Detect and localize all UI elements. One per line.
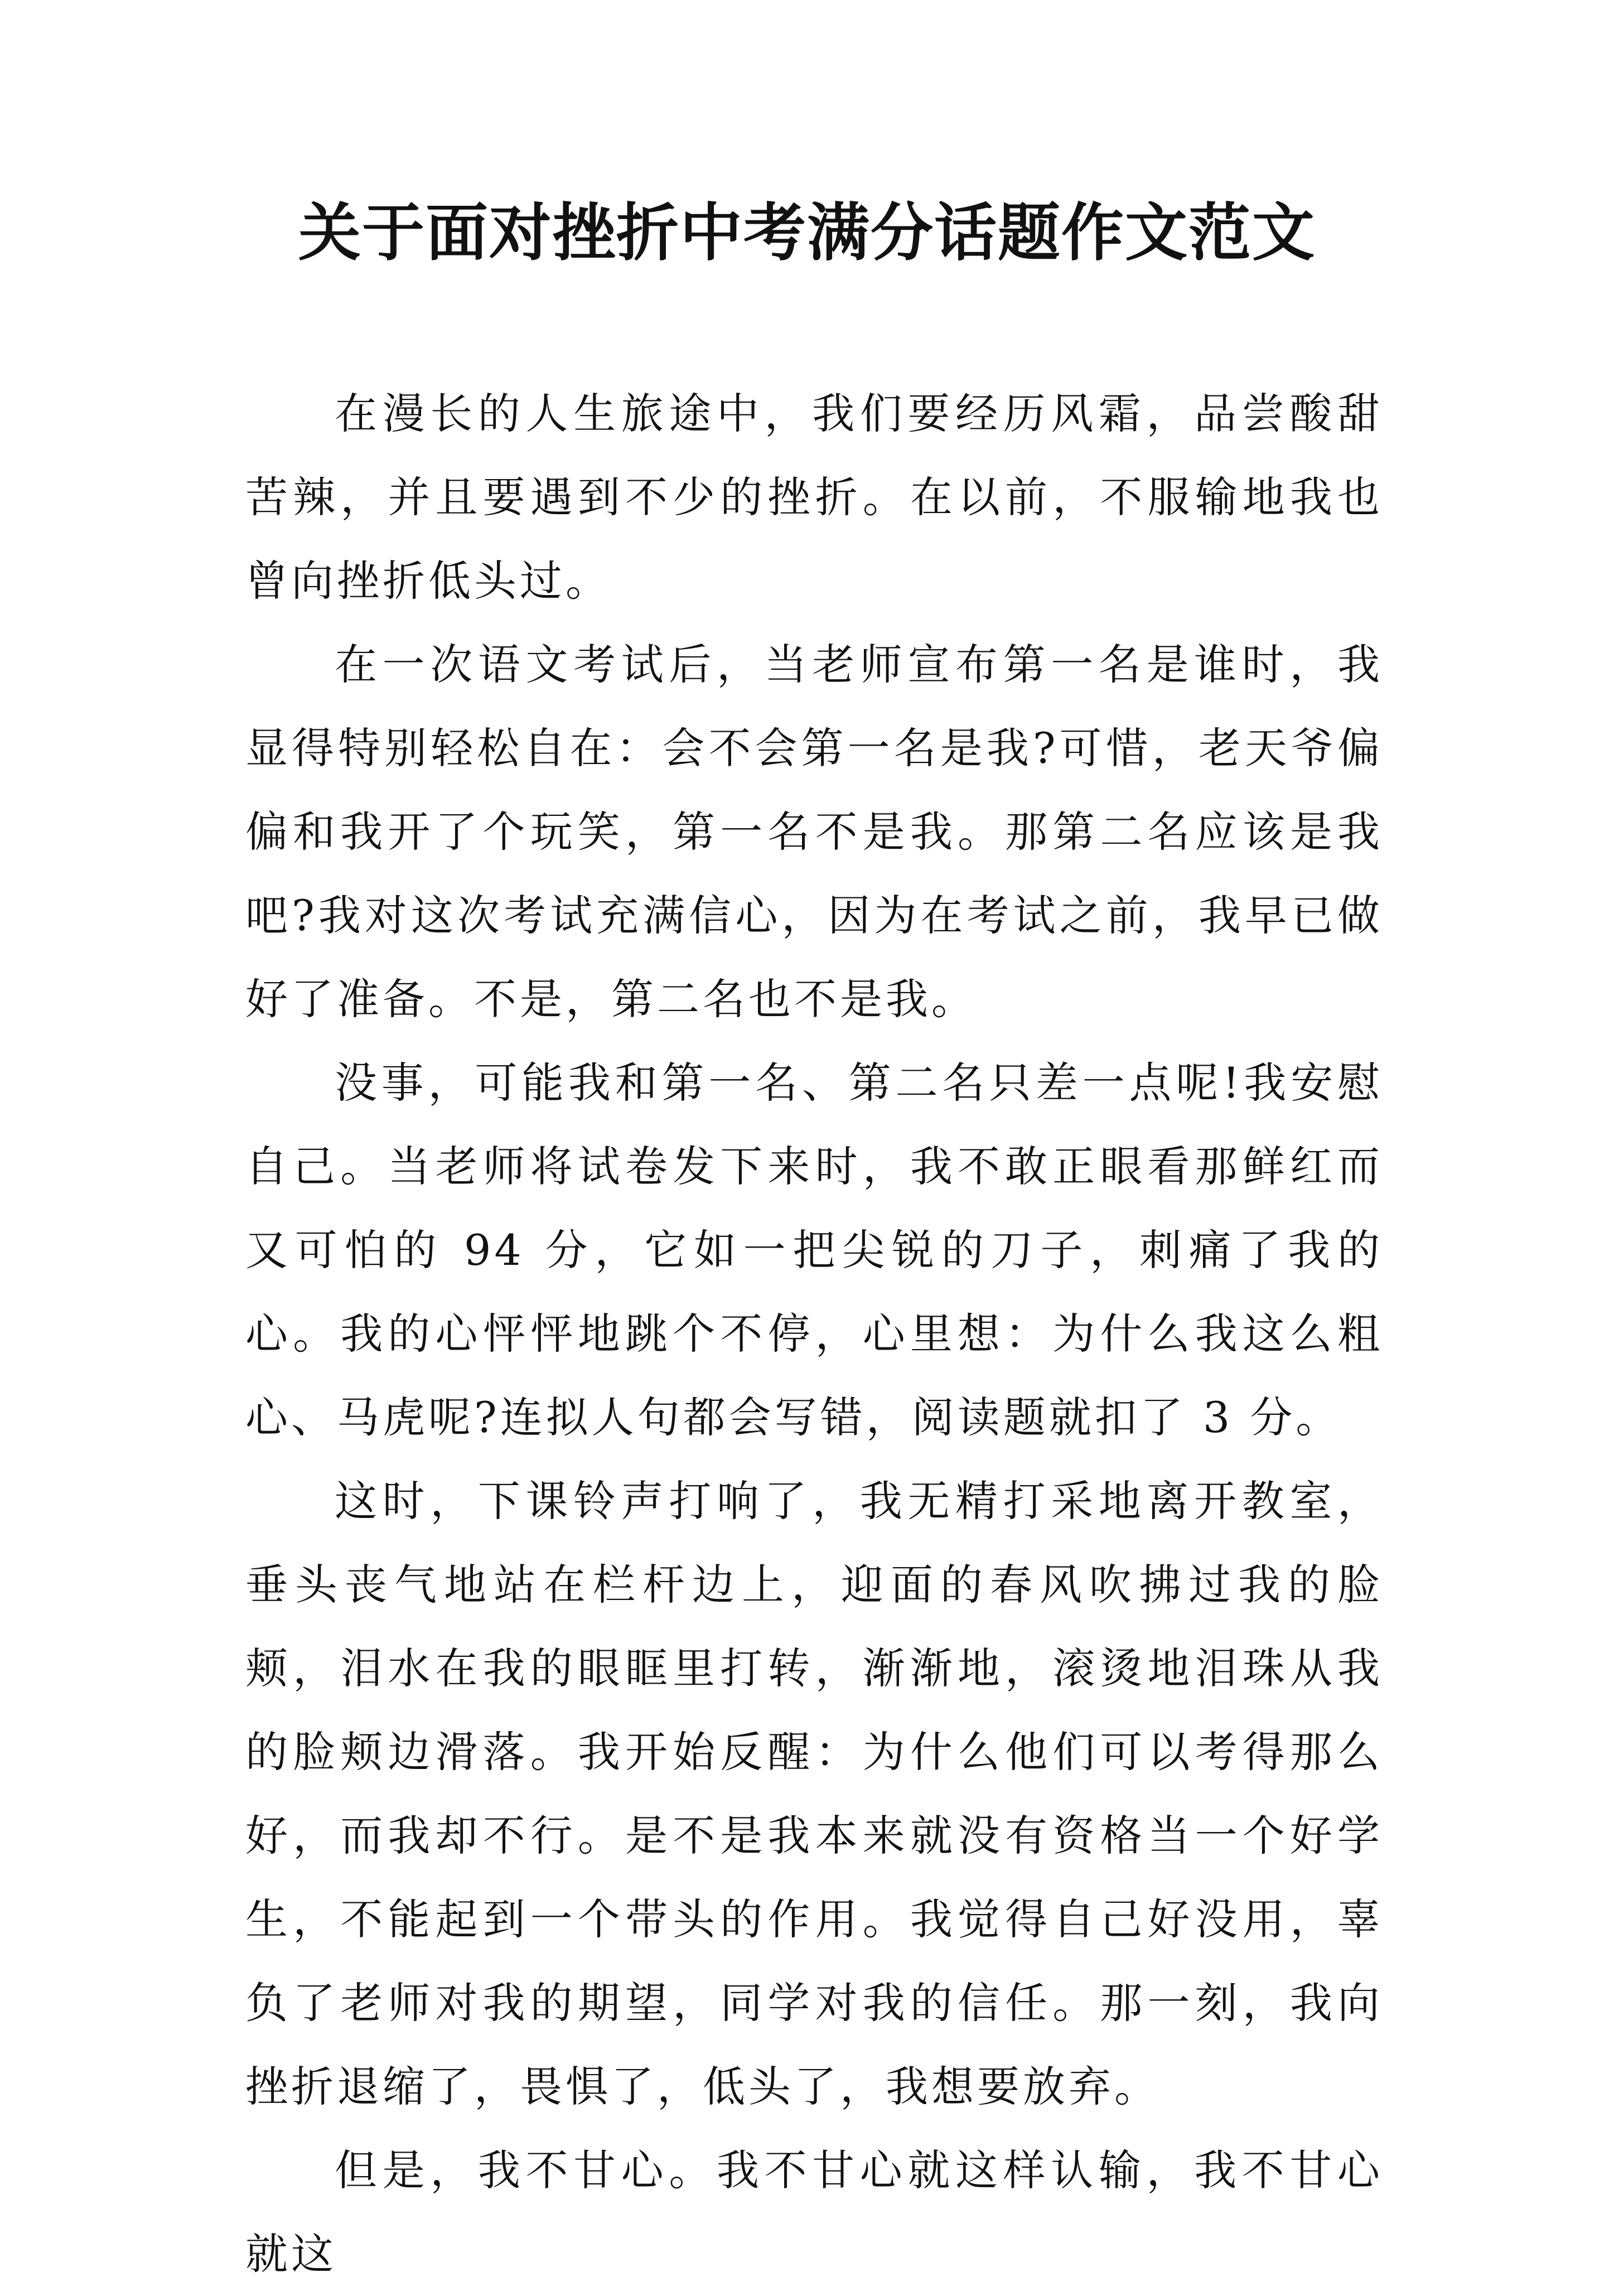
paragraph-3: 没事，可能我和第一名、第二名只差一点呢!我安慰自己。当老师将试卷发下来时，我不敢正眼看那鲜红而又可怕的 94 分，它如一把尖锐的刀子，刺痛了我的心。我的心怦怦地跳个不停，心里想：为什么我这么粗心、马虎呢?连拟人句都会写错，阅读题就扣了 3 分。 — [245, 1058, 1383, 1442]
document-title: 关于面对挫折中考满分话题作文范文 — [298, 196, 1316, 269]
document-body — [245, 372, 1383, 2296]
paragraph-1: 在漫长的人生旅途中，我们要经历风霜，品尝酸甜苦辣，并且要遇到不少的挫折。在以前，不服输地我也曾向挫折低头过。 — [245, 389, 1383, 606]
paragraph-4: 这时，下课铃声打响了，我无精打采地离开教室，垂头丧气地站在栏杆边上，迎面的春风吹拂过我的脸颊，泪水在我的眼眶里打转，渐渐地，滚烫地泪珠从我的脸颊边滑落。我开始反醒：为什么他们可以考得那么好，而我却不行。是不是我本来就没有资格当一个好学生，不能起到一个带头的作用。我觉得自己好没用，辜负了老师对我的期望，同学对我的信任。那一刻，我向挫折退缩了，畏惧了，低头了，我想要放弃。 — [245, 1476, 1383, 2111]
paragraph-2: 在一次语文考试后，当老师宣布第一名是谁时，我显得特别轻松自在：会不会第一名是我?可惜，老天爷偏偏和我开了个玩笑，第一名不是我。那第二名应该是我吧?我对这次考试充满信心，因为在考试之前，我早已做好了准备。不是，第二名也不是我。 — [245, 640, 1383, 1024]
paragraph-5: 但是，我不甘心。我不甘心就这样认输，我不甘心就这 — [245, 2145, 1383, 2279]
